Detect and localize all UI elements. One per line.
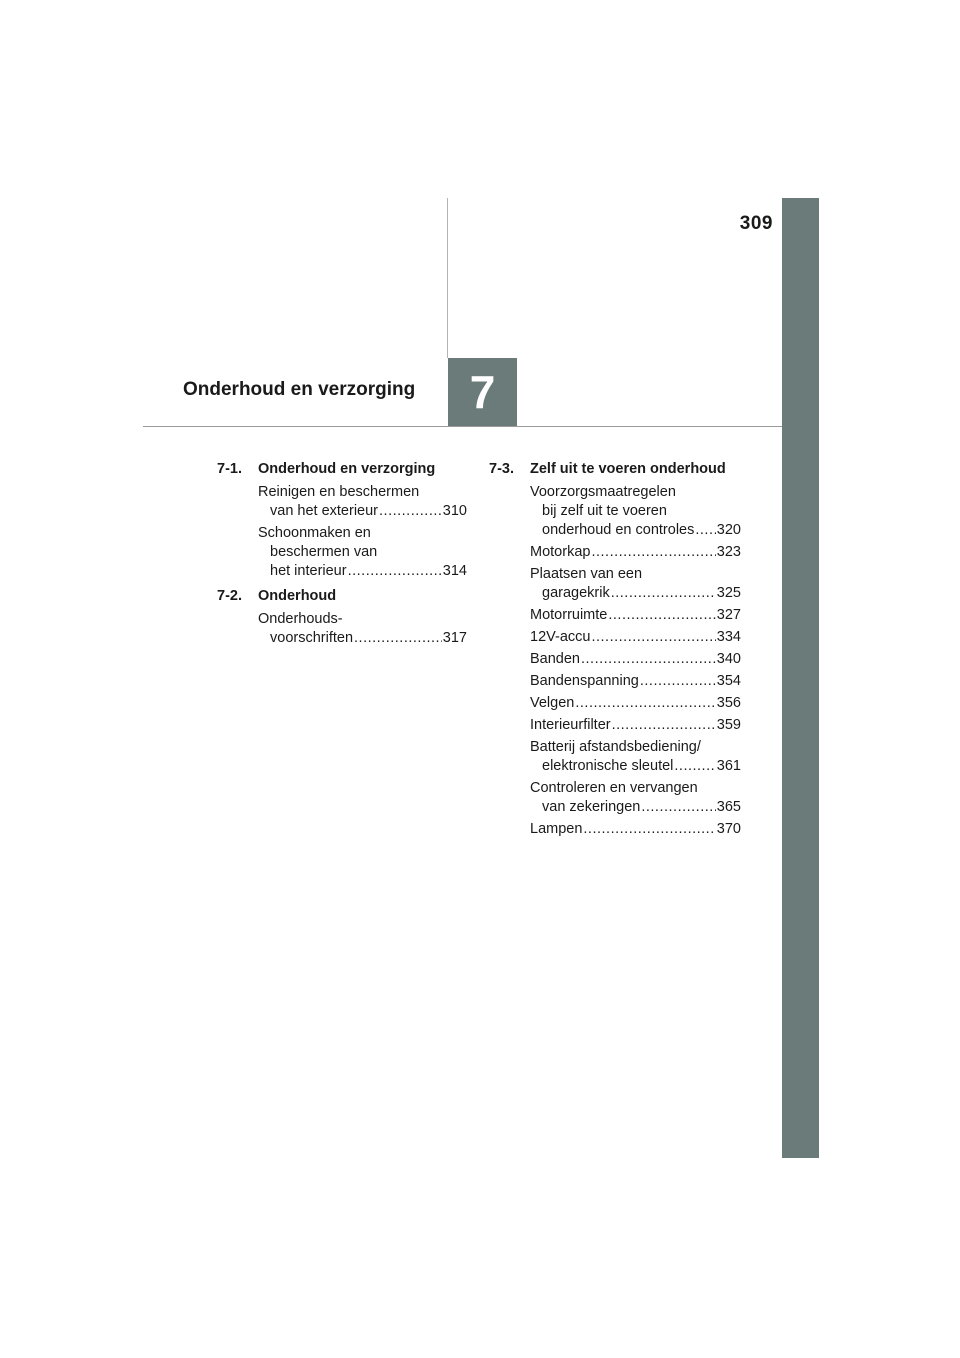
toc-entry-text: voorschriften <box>270 630 354 646</box>
toc-entry-text: Velgen <box>530 695 575 711</box>
dot-leader <box>608 606 715 625</box>
vertical-rule <box>447 198 448 358</box>
toc-entry-text: het interieur <box>270 563 347 579</box>
toc-section-heading <box>217 587 467 606</box>
chapter-title: Onderhoud en verzorging <box>183 379 416 400</box>
toc-page-number[interactable]: 356 <box>716 695 741 711</box>
dot-leader <box>591 543 715 562</box>
toc-entry[interactable] <box>530 779 741 817</box>
dot-leader <box>581 650 716 669</box>
toc-page-number[interactable]: 320 <box>716 522 741 538</box>
dot-leader <box>379 502 442 521</box>
dot-leader <box>348 562 442 581</box>
toc-entry-last-line <box>530 757 741 776</box>
toc-page-number[interactable]: 359 <box>716 717 741 733</box>
section-title: Onderhoud <box>258 588 337 604</box>
section-number: 7-2. <box>217 588 242 604</box>
toc-entry-last-line <box>258 629 467 648</box>
toc-entry-text: bij zelf uit te voeren <box>542 503 667 519</box>
toc-entry[interactable] <box>258 610 467 648</box>
toc-page-number[interactable]: 354 <box>716 673 741 689</box>
toc-entry-text: Motorkap <box>530 544 591 560</box>
dot-leader <box>583 820 715 839</box>
dot-leader <box>695 521 715 540</box>
toc-entry-text: Onderhouds- <box>258 611 343 627</box>
toc-entry-text: Plaatsen van een <box>530 566 643 582</box>
toc-entry[interactable] <box>530 694 741 713</box>
toc-entry-last-line <box>530 716 741 735</box>
toc-entry[interactable] <box>530 672 741 691</box>
toc-section-heading <box>489 460 741 479</box>
toc-entry-last-line <box>530 606 741 625</box>
dot-leader <box>674 757 715 776</box>
toc-entry-last-line <box>530 584 741 603</box>
toc-page-number[interactable]: 325 <box>716 585 741 601</box>
toc-entry-text: 12V-accu <box>530 629 591 645</box>
toc-page-number[interactable]: 314 <box>442 563 467 579</box>
toc-entry-last-line <box>530 672 741 691</box>
section-title: Zelf uit te voeren onderhoud <box>530 461 726 477</box>
toc-entry-text: Motorruimte <box>530 607 608 623</box>
dot-leader <box>354 629 442 648</box>
toc-entry-last-line <box>530 820 741 839</box>
toc-entry-text: Controleren en vervangen <box>530 780 698 796</box>
toc-page-number[interactable]: 323 <box>716 544 741 560</box>
toc-entry[interactable] <box>530 820 741 839</box>
toc-page-number[interactable]: 334 <box>716 629 741 645</box>
toc-entry-text: Reinigen en beschermen <box>258 484 420 500</box>
section-number: 7-1. <box>217 461 242 477</box>
toc-entry-text: van het exterieur <box>270 503 379 519</box>
toc-entry-text: Bandenspanning <box>530 673 639 689</box>
toc-column-left <box>217 460 467 651</box>
toc-page-number[interactable]: 370 <box>716 821 741 837</box>
toc-entry-last-line <box>530 694 741 713</box>
dot-leader <box>612 716 716 735</box>
toc-entry-text: Schoonmaken en <box>258 525 371 541</box>
toc-entry[interactable] <box>530 483 741 540</box>
toc-entry[interactable] <box>530 543 741 562</box>
toc-entry-text: Voorzorgsmaatregelen <box>530 484 676 500</box>
chapter-side-tab <box>782 198 819 1158</box>
toc-entry-last-line <box>530 628 741 647</box>
dot-leader <box>640 672 716 691</box>
toc-page-number[interactable]: 327 <box>716 607 741 623</box>
toc-entry[interactable] <box>530 606 741 625</box>
section-title: Onderhoud en verzorging <box>258 461 436 477</box>
dot-leader <box>641 798 715 817</box>
toc-entry-text: Lampen <box>530 821 583 837</box>
toc-page-number[interactable]: 310 <box>442 503 467 519</box>
toc-entry-text: elektronische sleutel <box>542 758 674 774</box>
toc-page-number[interactable]: 365 <box>716 799 741 815</box>
toc-entry-text: garagekrik <box>542 585 610 601</box>
dot-leader <box>575 694 715 713</box>
toc-entry-last-line <box>258 502 467 521</box>
toc-entry-last-line <box>258 562 467 581</box>
toc-entry-text: onderhoud en controles <box>542 522 695 538</box>
chapter-number-box: 7 <box>448 358 517 426</box>
toc-entry-last-line <box>530 543 741 562</box>
toc-entry[interactable] <box>530 738 741 776</box>
toc-entry[interactable] <box>530 628 741 647</box>
dot-leader <box>611 584 716 603</box>
toc-entry-last-line <box>530 521 741 540</box>
toc-entry-last-line <box>530 798 741 817</box>
header-rule <box>143 426 782 427</box>
page-number: 309 <box>739 213 773 234</box>
toc-entry-text: Banden <box>530 651 580 667</box>
toc-entry[interactable] <box>530 650 741 669</box>
toc-page-number[interactable]: 361 <box>716 758 741 774</box>
toc-entry-text: van zekeringen <box>542 799 641 815</box>
dot-leader <box>591 628 715 647</box>
toc-column-right <box>489 460 741 842</box>
toc-entry[interactable] <box>530 565 741 603</box>
toc-entry-text: beschermen van <box>270 544 378 560</box>
toc-entry[interactable] <box>258 483 467 521</box>
toc-entry-text: Interieurfilter <box>530 717 611 733</box>
toc-page-number[interactable]: 317 <box>442 630 467 646</box>
toc-entry[interactable] <box>530 716 741 735</box>
toc-section-heading <box>217 460 467 479</box>
toc-entry-last-line <box>530 650 741 669</box>
toc-page-number[interactable]: 340 <box>716 651 741 667</box>
toc-entry[interactable] <box>258 524 467 581</box>
toc-entry-text: Batterij afstandsbediening/ <box>530 739 701 755</box>
section-number: 7-3. <box>489 461 514 477</box>
